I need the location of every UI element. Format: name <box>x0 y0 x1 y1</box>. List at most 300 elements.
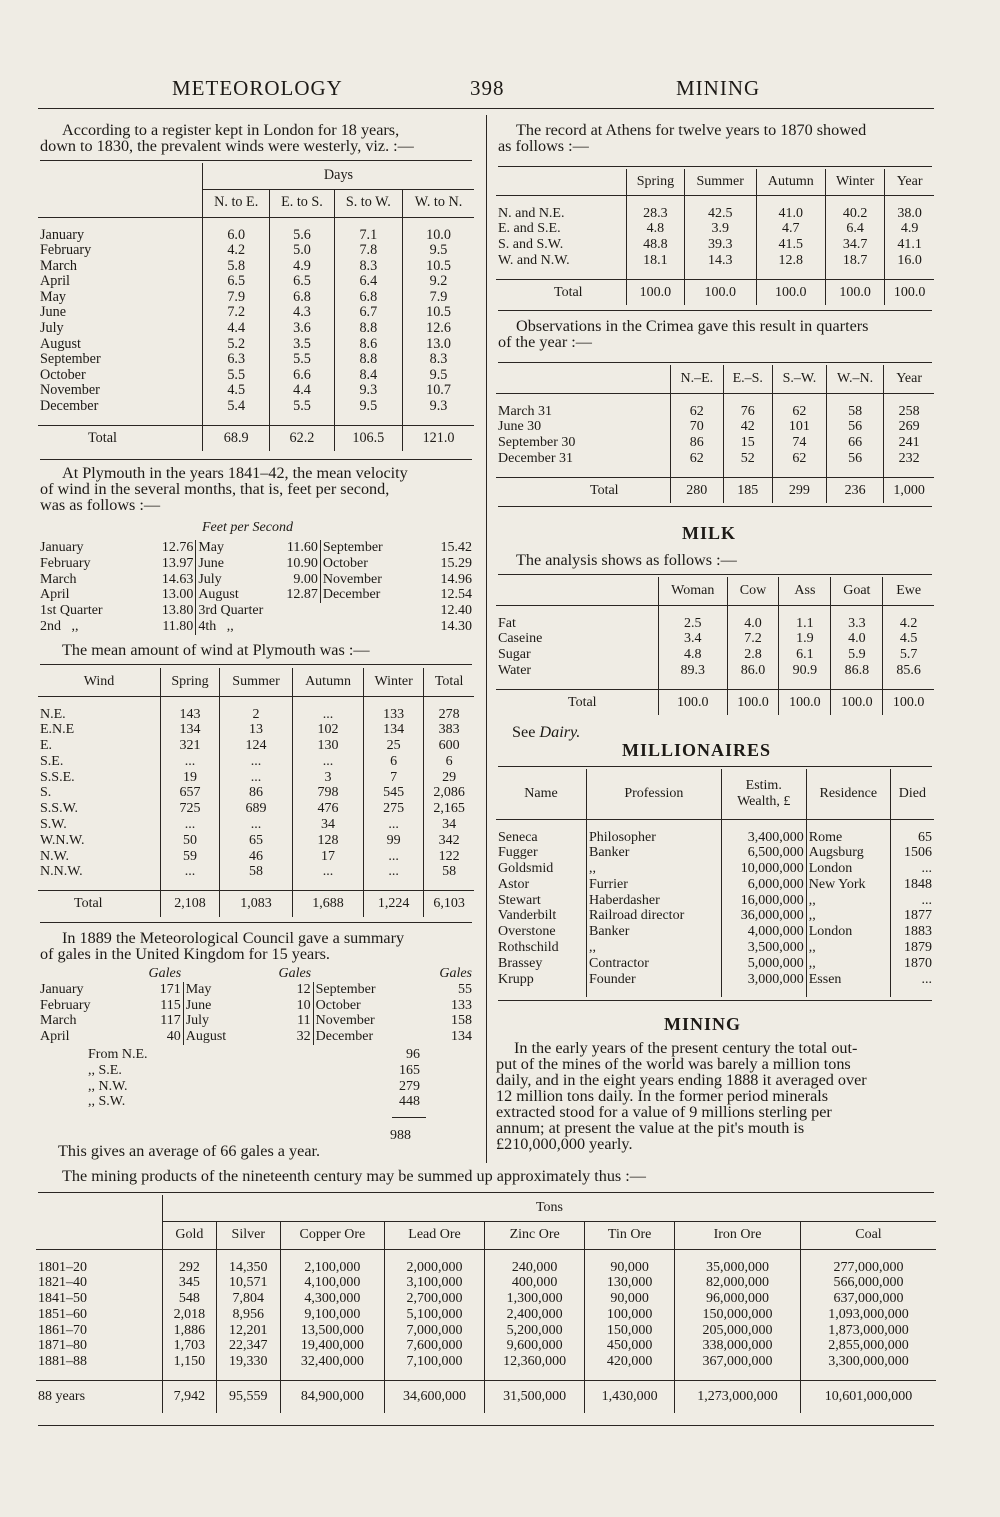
table-row <box>38 849 474 865</box>
total-cell: 100.0 <box>885 279 934 305</box>
table-row <box>496 663 934 679</box>
total-label: Total <box>496 279 627 305</box>
data-cell: London <box>806 861 890 877</box>
data-cell: 7,100,000 <box>384 1354 484 1370</box>
data-cell: 101 <box>772 419 826 435</box>
table-row <box>38 864 474 880</box>
data-cell: 165 <box>399 1062 420 1078</box>
data-cell: 19,400,000 <box>280 1338 384 1354</box>
column-divider <box>486 115 487 1163</box>
data-cell: 6.7 <box>334 305 403 321</box>
data-cell: 52 <box>723 451 772 467</box>
quarter-value: 11.80 <box>162 618 194 634</box>
data-cell: 6.5 <box>270 274 334 290</box>
text-line: £210,000,000 yearly. <box>496 1135 633 1153</box>
data-cell: 8.6 <box>334 337 403 353</box>
total-cell: 100.0 <box>684 279 756 305</box>
column-header: S.–W. <box>772 365 826 393</box>
gales-col-head: Gales <box>439 966 472 981</box>
table-rule <box>38 1192 934 1193</box>
row-label: Rothschild <box>498 940 559 956</box>
data-cell: 8.4 <box>334 368 403 384</box>
data-cell: 96,000,000 <box>675 1291 801 1307</box>
data-cell: 99 <box>363 833 423 849</box>
data-cell: 13 <box>219 722 292 738</box>
data-cell: 90,000 <box>585 1260 675 1276</box>
data-cell: 4,300,000 <box>280 1291 384 1307</box>
data-cell: 12 <box>296 981 311 997</box>
row-label: S.S.E. <box>40 769 75 785</box>
row-label: May <box>196 540 265 556</box>
data-cell: 122 <box>424 849 474 865</box>
data-cell: 32 <box>296 1029 311 1045</box>
row-label: N. and N.E. <box>498 205 565 221</box>
total-cell: 1,224 <box>363 891 423 917</box>
data-cell: 548 <box>163 1291 217 1307</box>
column-header: Copper Ore <box>280 1221 384 1249</box>
column-header: Profession <box>587 769 722 819</box>
quarter-value: 14.30 <box>440 618 472 634</box>
data-cell: 4.9 <box>270 259 334 275</box>
data-cell: Haberdasher <box>587 893 722 909</box>
data-cell: 130,000 <box>585 1275 675 1291</box>
data-cell: 117 <box>160 1013 181 1029</box>
column-header: Estim. Wealth, £ <box>721 769 806 819</box>
table-row <box>38 1013 474 1029</box>
data-cell: 19 <box>161 770 220 786</box>
data-cell: 4.3 <box>270 305 334 321</box>
table-row <box>36 1275 936 1291</box>
row-label: 1871–80 <box>38 1338 87 1354</box>
total-label: Total <box>496 689 659 715</box>
data-cell: 8.3 <box>403 352 474 368</box>
data-cell: 55 <box>458 981 472 997</box>
data-cell: 1.1 <box>779 616 831 632</box>
data-cell: 8,956 <box>216 1307 280 1323</box>
row-label: May <box>183 982 255 998</box>
table-row <box>36 1291 936 1307</box>
data-cell: 58 <box>826 404 883 420</box>
data-cell: 14.3 <box>684 253 756 269</box>
column-header: Residence <box>806 769 890 819</box>
column-header: Goat <box>831 577 883 605</box>
data-cell: 6.8 <box>270 290 334 306</box>
data-cell: 15 <box>723 435 772 451</box>
cross-reference-link[interactable]: Dairy. <box>539 723 581 741</box>
data-cell: 41.1 <box>885 237 934 253</box>
data-cell: 10.5 <box>403 305 474 321</box>
row-label: N.N.W. <box>40 864 83 880</box>
data-cell: 4.9 <box>885 221 934 237</box>
row-label: Brassey <box>498 955 543 971</box>
data-cell: 338,000,000 <box>675 1338 801 1354</box>
crimea-intro <box>498 318 934 350</box>
table-rule <box>40 459 472 460</box>
mining-heading: MINING <box>664 1014 741 1034</box>
text-line: According to a register kept in London for 18 years, <box>62 121 400 139</box>
data-cell: 3.3 <box>831 616 883 632</box>
row-label: November <box>313 1013 415 1029</box>
total-cell: 100.0 <box>727 689 779 715</box>
data-cell: 62 <box>772 404 826 420</box>
row-label: 1881–88 <box>38 1354 87 1370</box>
data-cell: 10.7 <box>403 383 474 399</box>
data-cell: 70 <box>671 419 724 435</box>
column-header: Lead Ore <box>384 1221 484 1249</box>
row-label: N.E. <box>40 706 66 722</box>
row-label: From N.E. <box>88 1047 148 1062</box>
table-row <box>38 368 474 384</box>
data-cell: 798 <box>293 785 364 801</box>
row-label: July <box>196 572 265 588</box>
total-cell: 68.9 <box>203 425 270 451</box>
data-cell: 134 <box>363 722 423 738</box>
data-cell: 65 <box>219 833 292 849</box>
data-cell: 9,600,000 <box>485 1338 585 1354</box>
data-cell: 476 <box>293 801 364 817</box>
data-cell: 7.8 <box>334 243 403 259</box>
data-cell: 158 <box>451 1013 472 1029</box>
column-header: Gold <box>163 1221 217 1249</box>
data-cell: 9.5 <box>403 368 474 384</box>
data-cell: 9.3 <box>334 383 403 399</box>
data-cell: 345 <box>163 1275 217 1291</box>
column-header: Summer <box>219 668 292 696</box>
column-header: Ass <box>779 577 831 605</box>
data-cell: 1,300,000 <box>485 1291 585 1307</box>
data-cell: 32,400,000 <box>280 1354 384 1370</box>
feet-per-second-caption: Feet per Second <box>202 520 293 535</box>
data-cell: 4.2 <box>203 243 270 259</box>
data-cell: 657 <box>161 785 220 801</box>
data-cell: 150,000,000 <box>675 1307 801 1323</box>
data-cell: 3,300,000,000 <box>800 1354 936 1370</box>
table-row <box>36 1323 936 1339</box>
data-cell: 2,018 <box>163 1307 217 1323</box>
row-label: Fat <box>498 615 516 631</box>
total-cell: 1,273,000,000 <box>675 1381 801 1413</box>
row-label: Astor <box>498 876 530 892</box>
table-row <box>38 321 474 337</box>
data-cell: ... <box>363 864 423 880</box>
data-cell: 66 <box>826 435 883 451</box>
row-label: S.W. <box>40 817 67 833</box>
data-cell: 29 <box>424 770 474 786</box>
table-row <box>86 1094 422 1110</box>
data-cell: 2,165 <box>424 801 474 817</box>
data-cell: 41.0 <box>756 206 826 222</box>
data-cell: 50 <box>161 833 220 849</box>
data-cell: 6.4 <box>826 221 885 237</box>
data-cell: Founder <box>587 972 722 988</box>
data-cell: 10 <box>296 997 311 1013</box>
total-cell: 62.2 <box>270 425 334 451</box>
data-cell: 134 <box>161 722 220 738</box>
column-header: Tin Ore <box>585 1221 675 1249</box>
row-label: S.S.W. <box>40 801 79 817</box>
total-cell: 106.5 <box>334 425 403 451</box>
row-label: December <box>40 398 99 415</box>
data-cell: 39.3 <box>684 237 756 253</box>
data-cell: 48.8 <box>627 237 685 253</box>
table-row <box>38 754 474 770</box>
data-cell: 600 <box>424 738 474 754</box>
data-cell: ,, <box>806 893 890 909</box>
row-label: Sugar <box>498 647 531 663</box>
data-cell: 7.1 <box>334 228 403 244</box>
data-cell: 13.97 <box>161 555 194 571</box>
total-label: Total <box>38 425 203 451</box>
data-cell: ... <box>890 893 934 909</box>
table-row <box>38 998 474 1014</box>
column-header: Autumn <box>293 668 364 696</box>
data-cell: ,, <box>806 940 890 956</box>
data-cell: 124 <box>219 738 292 754</box>
row-label: July <box>183 1013 255 1029</box>
table-rule <box>498 310 932 311</box>
row-label: March <box>40 1013 77 1029</box>
milk-table <box>496 577 934 715</box>
row-label: November <box>320 572 419 588</box>
table-row <box>38 722 474 738</box>
athens-intro <box>498 122 934 154</box>
data-cell: 232 <box>884 451 934 467</box>
data-cell: 89.3 <box>659 663 728 679</box>
column-header: Wind <box>38 668 161 696</box>
row-label: Caseine <box>498 631 543 647</box>
text-line: daily, and in the eight years ending 1888 it averaged over <box>496 1071 867 1089</box>
data-cell: 22,347 <box>216 1338 280 1354</box>
data-cell: 12.6 <box>403 321 474 337</box>
row-label: 1821–40 <box>38 1275 87 1291</box>
table-row <box>86 1063 422 1079</box>
data-cell: 420,000 <box>585 1354 675 1370</box>
gales-col-head: Gales <box>278 966 312 981</box>
data-cell: 128 <box>293 833 364 849</box>
data-cell: 6 <box>424 754 474 770</box>
total-label: 88 years <box>36 1381 163 1413</box>
row-label: March 31 <box>498 403 553 419</box>
text-line: In the early years of the present century the total out- <box>514 1039 858 1057</box>
data-cell: 689 <box>219 801 292 817</box>
table-row <box>86 1079 422 1095</box>
row-label: 1861–70 <box>38 1322 87 1338</box>
row-label: W.N.W. <box>40 832 85 848</box>
data-cell: 1506 <box>890 845 934 861</box>
data-cell: 16.0 <box>885 253 934 269</box>
row-label: S. and S.W. <box>498 237 564 253</box>
data-cell: 9.5 <box>334 399 403 415</box>
data-cell: 1,150 <box>163 1354 217 1370</box>
row-label: W. and N.W. <box>498 252 570 268</box>
london-intro <box>40 122 472 154</box>
text-line: 12 million tons daily. In the former period minerals <box>496 1087 829 1105</box>
total-cell: 7,942 <box>163 1381 217 1413</box>
data-cell: 150,000 <box>585 1323 675 1339</box>
data-cell: 12,360,000 <box>485 1354 585 1370</box>
data-cell: 2,400,000 <box>485 1307 585 1323</box>
column-header: E.–S. <box>723 365 772 393</box>
data-cell: 82,000,000 <box>675 1275 801 1291</box>
data-cell: 2,855,000,000 <box>800 1338 936 1354</box>
row-label: ,, S.W. <box>88 1094 126 1110</box>
row-label: January <box>40 226 85 243</box>
see-label: See <box>512 723 536 741</box>
data-cell: ... <box>219 817 292 833</box>
data-cell: 6.0 <box>203 228 270 244</box>
row-label: February <box>40 997 91 1013</box>
data-cell: ... <box>293 707 364 723</box>
data-cell: 58 <box>219 864 292 880</box>
data-cell: 42.5 <box>684 206 756 222</box>
data-cell: 10,000,000 <box>721 861 806 877</box>
total-cell: 84,900,000 <box>280 1381 384 1413</box>
data-cell: 65 <box>890 830 934 846</box>
row-label: December 31 <box>498 450 574 466</box>
table-row <box>496 419 934 435</box>
table-row <box>496 924 934 940</box>
data-cell: 115 <box>160 997 181 1013</box>
table-row <box>496 451 934 467</box>
data-cell: 17 <box>293 849 364 865</box>
row-label: February <box>40 242 92 259</box>
data-cell: 7,600,000 <box>384 1338 484 1354</box>
data-cell: 40 <box>166 1029 181 1045</box>
data-cell: 321 <box>161 738 220 754</box>
data-cell: 448 <box>399 1094 420 1110</box>
total-label: Total <box>38 891 161 917</box>
data-cell: 100,000 <box>585 1307 675 1323</box>
data-cell: 34.7 <box>826 237 885 253</box>
column-header: W. to N. <box>403 189 474 217</box>
data-cell: 13,500,000 <box>280 1323 384 1339</box>
table-rule <box>498 506 932 507</box>
data-cell: 1870 <box>890 956 934 972</box>
total-cell: 1,430,000 <box>585 1381 675 1413</box>
row-label: February <box>40 555 91 571</box>
row-label: October <box>320 556 419 572</box>
table-row <box>496 893 934 909</box>
data-cell: 6 <box>363 754 423 770</box>
data-cell: 14,350 <box>216 1260 280 1276</box>
data-cell: 6.5 <box>203 274 270 290</box>
data-cell: 86 <box>219 785 292 801</box>
text-line: was as follows :— <box>40 496 161 514</box>
data-cell: 205,000,000 <box>675 1323 801 1339</box>
data-cell: 2 <box>219 707 292 723</box>
total-cell: 100.0 <box>779 689 831 715</box>
row-label: July <box>40 320 64 337</box>
table-row <box>496 253 934 269</box>
table-row <box>496 221 934 237</box>
text-line: annum; at present the value at the pit's mouth is <box>496 1119 805 1137</box>
data-cell: 13.00 <box>161 587 194 603</box>
data-cell: 8.3 <box>334 259 403 275</box>
data-cell: 58 <box>424 864 474 880</box>
row-label: March <box>40 571 77 587</box>
data-cell: 56 <box>826 419 883 435</box>
row-label: ,, N.W. <box>88 1078 128 1094</box>
row-label: August <box>40 335 81 352</box>
data-cell: 34 <box>424 817 474 833</box>
data-cell: 171 <box>159 981 181 997</box>
table-row <box>496 206 934 222</box>
table-rule <box>498 574 932 575</box>
column-header: N.–E. <box>671 365 724 393</box>
data-cell: 4.5 <box>883 631 934 647</box>
table-row <box>38 817 474 833</box>
data-cell: 725 <box>161 801 220 817</box>
data-cell: 2.8 <box>727 647 779 663</box>
data-cell: 6,500,000 <box>721 845 806 861</box>
data-cell: 3,000,000 <box>721 972 806 988</box>
total-cell: 100.0 <box>883 689 934 715</box>
plymouth-amount-line: The mean amount of wind at Plymouth was :— <box>62 641 370 659</box>
data-cell: 1877 <box>890 908 934 924</box>
data-cell: 258 <box>884 404 934 420</box>
table-rule <box>40 160 472 161</box>
row-label: October <box>313 998 415 1014</box>
data-cell: 8.8 <box>334 352 403 368</box>
data-cell: ... <box>363 849 423 865</box>
data-cell: 342 <box>424 833 474 849</box>
data-cell: 3.4 <box>659 631 728 647</box>
table-row <box>496 404 934 420</box>
text-line: of gales in the United Kingdom for 15 years. <box>40 945 330 963</box>
text-line: as follows :— <box>498 137 589 155</box>
data-cell: 76 <box>723 404 772 420</box>
total-cell: 280 <box>671 477 724 503</box>
row-label: August <box>196 587 265 603</box>
data-cell: 90,000 <box>585 1291 675 1307</box>
row-label: August <box>183 1029 255 1045</box>
table-row <box>38 259 474 275</box>
data-cell: 16,000,000 <box>721 893 806 909</box>
data-cell: 292 <box>163 1260 217 1276</box>
data-cell: 134 <box>451 1029 472 1045</box>
total-cell: 100.0 <box>659 689 728 715</box>
data-cell: ... <box>890 972 934 988</box>
data-cell: 5.5 <box>270 352 334 368</box>
table-row <box>496 940 934 956</box>
total-cell: 31,500,000 <box>485 1381 585 1413</box>
row-label: Fugger <box>498 845 538 861</box>
row-label: S. <box>40 785 52 801</box>
column-header: E. to S. <box>270 189 334 217</box>
quarter-value: 13.80 <box>161 603 194 619</box>
gales-col-head: Gales <box>148 966 182 981</box>
data-cell: 1848 <box>890 877 934 893</box>
row-label: N.W. <box>40 848 70 864</box>
table-row <box>496 435 934 451</box>
column-header: Woman <box>659 577 728 605</box>
data-cell: 383 <box>424 722 474 738</box>
row-label: June <box>40 304 67 321</box>
data-cell: ,, <box>806 908 890 924</box>
quarter-label: 4th <box>198 618 217 634</box>
row-label: Krupp <box>498 971 534 987</box>
column-header: Spring <box>161 668 220 696</box>
data-cell: 1,703 <box>163 1338 217 1354</box>
column-header: N. to E. <box>203 189 270 217</box>
data-cell: 279 <box>399 1078 420 1094</box>
table-row <box>496 877 934 893</box>
data-cell: 278 <box>424 707 474 723</box>
millionaires-table <box>496 769 934 997</box>
data-cell: 4.8 <box>659 647 728 663</box>
table-row <box>38 707 474 723</box>
column-header: W.–N. <box>826 365 883 393</box>
